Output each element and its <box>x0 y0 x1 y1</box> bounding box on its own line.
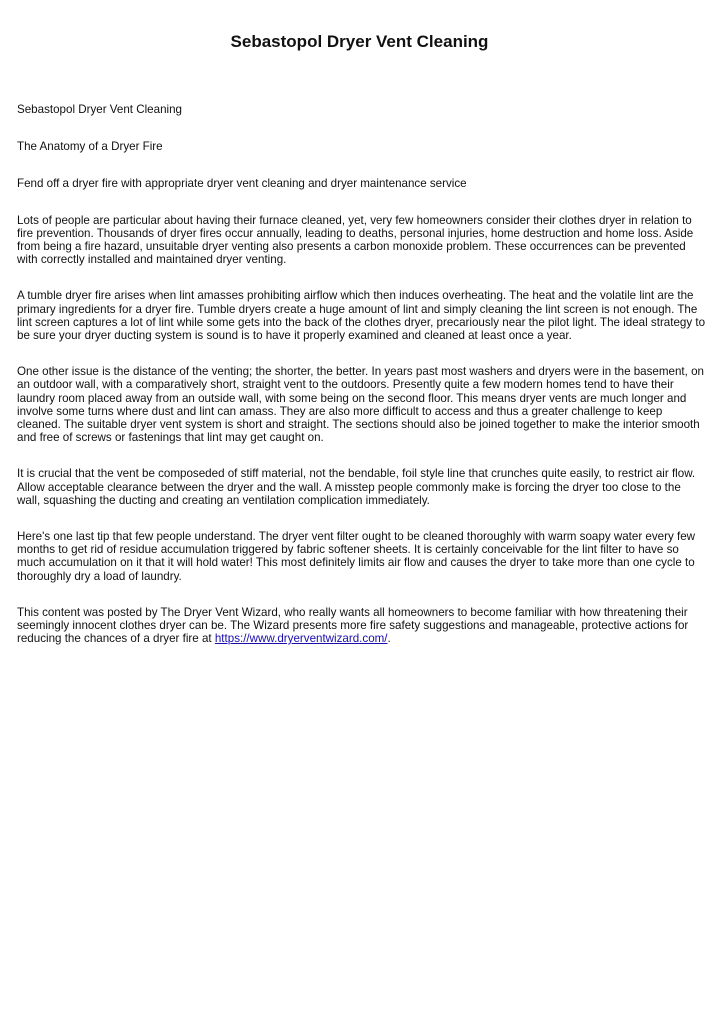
paragraph-2: A tumble dryer fire arises when lint amasses prohibiting airflow which then induces overheating. The heat and the volatile lint are the primary ingredients for a dryer fire. Tumble dryers create a huge amount of lint and simply cleaning the lint screen is not enough. The lint screen captures a lot of lint while some gets into the back of the clothes dryer, precariously near the pilot light. The ideal strategy to be sure your dryer ducting system is sound is to have it properly examined and cleaned at least once a year. <box>17 289 706 343</box>
tagline: Fend off a dryer fire with appropriate dryer vent cleaning and dryer maintenance service <box>17 177 467 191</box>
document-body <box>17 103 707 645</box>
paragraph-4: It is crucial that the vent be composeded of stiff material, not the bendable, foil style line that crunches quite easily, to restrict air flow. Allow acceptable clearance between the dryer and the wall. A misstep people commonly make is forcing the dryer too close to the wall, squashing the ducting and creating an ventilation complication immediately. <box>17 467 696 507</box>
website-link[interactable]: https://www.dryerventwizard.com/ <box>214 632 388 646</box>
closing-paragraph <box>17 606 707 646</box>
closing-text: This content was posted by The Dryer Vent Wizard, who really wants all homeowners to become familiar with how threatening their seemingly innocent clothes dryer can be. The Wizard presents more fire safety suggestions and manageable, protective actions for reducing the chances of a dryer fire at <box>17 605 689 646</box>
closing-period: . <box>387 632 391 646</box>
paragraph-3: One other issue is the distance of the venting; the shorter, the better. In years past most washers and dryers were in the basement, on an outdoor wall, with a comparatively short, straight vent to the outdoors. Presently quite a few modern homes tend to have their laundry room placed away from an outside wall, with some being on the second floor. This means dryer vents are much longer and involve some turns where dust and lint can amass. They are also more difficult to access and thus a greater challenge to keep cleaned. The suitable dryer vent system is short and straight. The sections should also be joined together to make the interior smooth and free of screws or fastenings that lint may get caught on. <box>17 365 704 445</box>
page-title: Sebastopol Dryer Vent Cleaning <box>230 32 489 51</box>
subtitle: The Anatomy of a Dryer Fire <box>17 140 163 154</box>
paragraph-1: Lots of people are particular about having their furnace cleaned, yet, very few homeowners consider their clothes dryer in relation to fire prevention. Thousands of dryer fires occur annually, leading to deaths, personal injuries, home destruction and home loss. Aside from being a fire hazard, unsuitable dryer venting also presents a carbon monoxide problem. These occurrences can be prevented with correctly installed and maintained dryer venting. <box>17 213 694 267</box>
paragraph-5: Here's one last tip that few people understand. The dryer vent filter ought to be cleaned thoroughly with warm soapy water every few months to get rid of residue accumulation triggered by fabric softener sheets. It is certainly conceivable for the lint filter to have so much accumulation on it that it will hold water! This most definitely limits air flow and causes the dryer to take more than one cycle to thoroughly dry a load of laundry. <box>17 530 696 583</box>
heading-line: Sebastopol Dryer Vent Cleaning <box>17 103 182 116</box>
